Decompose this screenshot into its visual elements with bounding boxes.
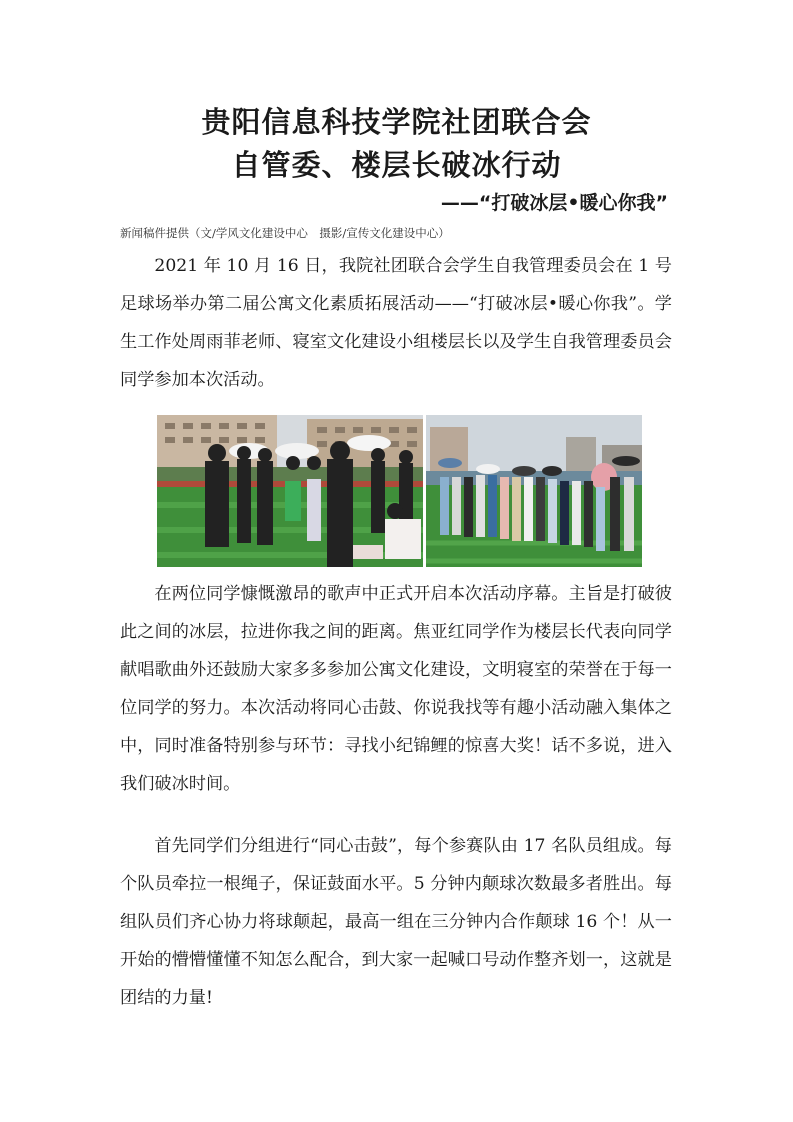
page-title-line2: 自管委、楼层长破冰行动 [231,148,562,182]
news-credit: 新闻稿件提供（文/学风文化建设中心 摄影/宣传文化建设中心） [120,226,450,240]
paragraph-intro: 2021 年 10 月 16 日，我院社团联合会学生自我管理委员会在 1 号足球场举办第二届公寓文化素质拓展活动——“打破冰层•暖心你我”。学生工作处周雨菲老师、寝室文化建设小组楼层长以及学生自我管理委员会同学参加本次活动。 [120,256,672,390]
page-title-line1: 贵阳信息科技学院社团联合会 [201,105,592,139]
paragraph-drum-game: 首先同学们分组进行“同心击鼓”，每个参赛队由 17 名队员组成。每个队员牵拉一根绳子，保证鼓面水平。5 分钟内颠球次数最多者胜出。每组队员们齐心协力将球颠起，最高一组在三分钟内合作颠球 16 个！从一开始的懵懵懂懂不知怎么配合，到大家一起喊口号动作整齐划一，这就是团结的力量! [120,836,672,1008]
students-umbrellas-photo [426,415,642,567]
page-subtitle: ——“打破冰层•暖心你我” [440,192,668,214]
paragraph-opening: 在两位同学慷慨激昂的歌声中正式开启本次活动序幕。主旨是打破彼此之间的冰层，拉进你我之间的距离。焦亚红同学作为楼层长代表向同学献唱歌曲外还鼓励大家多多参加公寓文化建设，文明寝室的荣誉在于每一位同学的努力。本次活动将同心击鼓、你说我找等有趣小活动融入集体之中，同时准备特别参与环节：寻找小纪锦鲤的惊喜大奖！话不多说，进入我们破冰时间。 [120,584,672,794]
students-singing-photo [157,415,423,567]
